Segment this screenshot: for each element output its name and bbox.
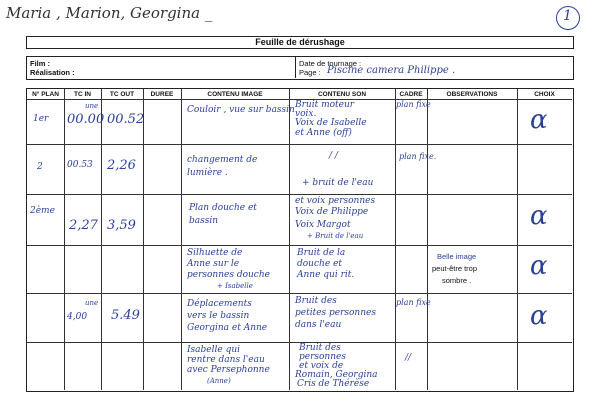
son-line: personnes bbox=[299, 352, 346, 362]
header-choix: CHOIX bbox=[534, 91, 555, 98]
tc-out-cell: 3,59 bbox=[107, 218, 136, 233]
page-value: Piscine camera Philippe . bbox=[327, 65, 456, 76]
sheet-title: Feuille de dérushage bbox=[26, 36, 574, 49]
image-line: vers le bassin bbox=[187, 311, 250, 321]
header-tc-out: TC OUT bbox=[109, 91, 135, 98]
son-line: Cris de Thérèse bbox=[297, 379, 370, 389]
col-divider bbox=[517, 89, 518, 390]
image-line: Plan douche et bbox=[189, 203, 257, 213]
son-line: et Anne (off) bbox=[295, 128, 352, 138]
info-divider bbox=[295, 57, 296, 78]
son-line: Bruit des bbox=[299, 343, 341, 353]
tc-out-cell: 2,26 bbox=[107, 158, 136, 173]
col-divider bbox=[181, 89, 182, 390]
tc-in-cell: 00.53 bbox=[67, 160, 93, 170]
author-names: Maria , Marion, Georgina _ bbox=[6, 4, 213, 22]
choice-mark: α bbox=[530, 251, 548, 281]
son-line: petites personnes bbox=[295, 308, 376, 318]
son-line: Voix Margot bbox=[295, 220, 351, 230]
image-line: lumière . bbox=[187, 168, 228, 178]
row-divider bbox=[27, 245, 572, 246]
plan-cell: 2 bbox=[37, 162, 43, 172]
son-line: voix. bbox=[295, 109, 317, 119]
choice-mark: α bbox=[530, 301, 548, 331]
son-line: + Bruit de l'eau bbox=[307, 232, 364, 240]
header-duree: DUREE bbox=[150, 91, 174, 98]
son-line: Voix de Philippe bbox=[295, 207, 369, 217]
image-line: + Isabelle bbox=[217, 282, 253, 290]
image-line: (Anne) bbox=[207, 377, 231, 385]
observation-line: peut-être trop bbox=[432, 264, 478, 273]
col-divider bbox=[395, 89, 396, 390]
choice-mark: α bbox=[530, 201, 548, 231]
header-observations: OBSERVATIONS bbox=[446, 91, 498, 98]
son-line: et voix de bbox=[299, 361, 344, 371]
son-line: Bruit moteur bbox=[295, 100, 355, 110]
info-box bbox=[26, 56, 574, 80]
cadre-cell: plan fixe. bbox=[399, 152, 437, 161]
tc-in-cell: 00.00 bbox=[67, 112, 105, 127]
row-divider bbox=[27, 293, 572, 294]
rushes-table bbox=[26, 88, 574, 392]
page-label: Page : bbox=[299, 68, 321, 77]
son-line: Romain, Georgina bbox=[295, 370, 378, 380]
date-label: Date de tournage : bbox=[299, 59, 362, 68]
header-contenu-son: CONTENU SON bbox=[317, 91, 367, 98]
cadre-cell: // bbox=[405, 353, 412, 363]
header-cadre: CADRE bbox=[399, 91, 423, 98]
choice-mark: α bbox=[530, 105, 548, 135]
son-line: + bruit de l'eau bbox=[302, 178, 374, 188]
image-line: changement de bbox=[187, 155, 258, 165]
tc-in-cell: 4,00 bbox=[67, 312, 88, 322]
image-line: Anne sur le bbox=[187, 259, 240, 269]
row-divider bbox=[27, 194, 572, 195]
image-line: Couloir , vue sur bassin bbox=[187, 105, 295, 115]
son-line: et voix personnes bbox=[295, 196, 376, 206]
page-number: 1 bbox=[563, 8, 572, 24]
tc-out-cell: 5.49 bbox=[111, 308, 140, 323]
col-divider bbox=[289, 89, 290, 390]
film-label: Film : bbox=[30, 59, 50, 68]
image-line: Déplacements bbox=[187, 299, 252, 309]
plan-cell: 2ème bbox=[30, 206, 55, 216]
son-line: dans l'eau bbox=[295, 320, 342, 330]
observation-line: sombre . bbox=[442, 276, 472, 285]
cadre-cell: plan fixe bbox=[396, 298, 431, 307]
image-line: personnes douche bbox=[187, 270, 270, 280]
image-line: rentre dans l'eau bbox=[187, 355, 265, 365]
header-tc-in: TC IN bbox=[74, 91, 91, 98]
son-line: / / bbox=[329, 151, 338, 161]
son-line: Anne qui rit. bbox=[297, 270, 355, 280]
plan-cell: 1er bbox=[33, 114, 49, 124]
son-line: douche et bbox=[297, 259, 342, 269]
col-divider bbox=[101, 89, 102, 390]
tc-in-note: une bbox=[85, 299, 99, 307]
image-line: bassin bbox=[189, 216, 219, 226]
image-line: avec Persephonne bbox=[187, 365, 270, 375]
cadre-cell: plan fixe bbox=[396, 100, 431, 109]
realisation-label: Réalisation : bbox=[30, 68, 75, 77]
son-line: Voix de Isabelle bbox=[295, 118, 367, 128]
header-plan: N° PLAN bbox=[32, 91, 59, 98]
col-divider bbox=[143, 89, 144, 390]
row-divider bbox=[27, 144, 572, 145]
observation-line: Belle image bbox=[437, 252, 477, 261]
image-line: Silhuette de bbox=[187, 248, 243, 258]
tc-in-note: une bbox=[85, 102, 99, 110]
col-divider bbox=[64, 89, 65, 390]
son-line: Bruit des bbox=[295, 296, 337, 306]
header-contenu-image: CONTENU IMAGE bbox=[207, 91, 263, 98]
image-line: Georgina et Anne bbox=[187, 323, 268, 333]
image-line: Isabelle qui bbox=[187, 345, 241, 355]
son-line: Bruit de la bbox=[297, 248, 346, 258]
col-divider bbox=[427, 89, 428, 390]
tc-in-cell: 2,27 bbox=[69, 218, 98, 233]
tc-out-cell: 00.52 bbox=[107, 112, 145, 127]
